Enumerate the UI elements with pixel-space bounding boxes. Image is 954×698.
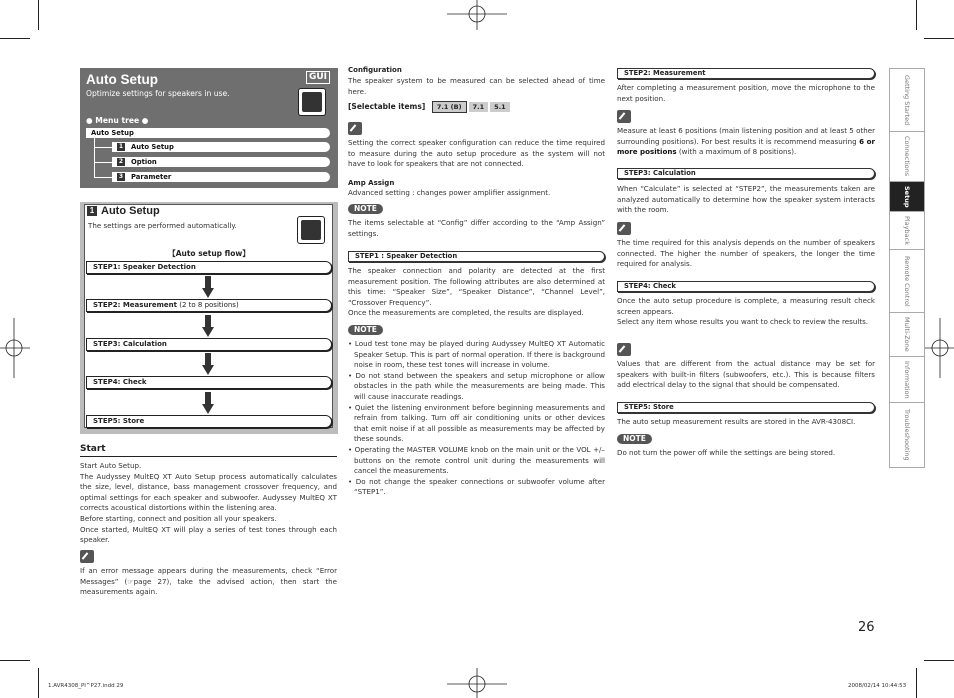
arrow-down-icon [202, 353, 214, 375]
flow-step-2: STEP2: Measurement (2 to 8 positions) [86, 299, 332, 312]
footer-left: 1.AVR4308_PI^P27.indd 29 [48, 683, 124, 689]
arrow-down-icon [202, 392, 214, 414]
tab-information[interactable]: Information [890, 357, 924, 403]
registration-mark-right [924, 318, 954, 378]
tip-pencil-icon [617, 222, 631, 235]
step5-text: The auto setup measurement results are stored in the AVR-4308CI. [617, 417, 856, 426]
list-item: • Loud test tone may be played during Audyssey MultEQ XT Automatic Speaker Setup. This is part of normal operation. If there is background noise in room, these test tones will increase in volume. [348, 339, 605, 370]
crop-mark [0, 38, 30, 39]
tab-connections[interactable]: Connections [890, 132, 924, 182]
tab-remote-control[interactable]: Remote Control [890, 250, 924, 313]
registration-mark-bottom [447, 668, 507, 698]
config-heading: Configuration [348, 66, 402, 74]
step2-text: After completing a measurement position, move the microphone to the next position. [617, 83, 875, 103]
crop-mark [924, 660, 954, 661]
page-number: 26 [858, 620, 875, 635]
tab-setup[interactable]: Setup [890, 182, 924, 212]
amp-assign-text: Advanced setting : changes power amplifier assignment. [348, 188, 551, 197]
flow-title: 【Auto setup flow】 [168, 249, 250, 258]
amp-assign-heading: Amp Assign [348, 179, 395, 187]
step2-tip: Measure at least 6 positions (main listening position and at least 5 other surrounding positions). For best results it is recommend measuring 6 or more positions (with a maximum of 8 positions). [617, 126, 876, 157]
step3-text: When “Calculate” is selected at “STEP2”, the measurements taken are analyzed automatically to determine how the speaker system interacts with the room. [617, 184, 875, 215]
arrow-down-icon [202, 276, 214, 298]
start-body: Start Auto Setup. The Audyssey MultEQ XT Auto Setup process automatically calculates the size, level, distance, bass management crossover frequency, and optimal settings for each speaker and subwoofer. Audyssey MultEQ XT corrects acoustical distortions within the listening area. Before starting, connect and position all your speakers. Once started, MultEQ XT will play a series of test tones through each speaker. [80, 461, 337, 545]
tip-pencil-icon [617, 110, 631, 123]
tab-multi-zone[interactable]: Multi-Zone [890, 313, 924, 357]
step4-tip: Values that are different from the actual distance may be set for speakers with built-in filters (subwoofers, etc.). This is because filters add electrical delay to the signal that should be compensated. [617, 359, 875, 390]
selectable-item: 7.1 (B) [432, 101, 467, 113]
step5-note: Do not turn the power off while the settings are being stored. [617, 448, 836, 457]
step1-bar: STEP1 : Speaker Detection [348, 251, 605, 262]
start-heading: Start [80, 444, 106, 454]
crop-mark [38, 0, 39, 30]
step3-bar: STEP3: Calculation [617, 168, 875, 179]
tip-pencil-icon [348, 122, 362, 135]
flow-step-4: STEP4: Check [86, 376, 332, 389]
tip-pencil-icon [617, 343, 631, 356]
registration-mark-left [0, 318, 32, 378]
menu-tree-label: ● Menu tree ● [86, 116, 149, 125]
selectable-items: [Selectable items] 7.1 (B) 7.1 5.1 [348, 101, 512, 113]
note-badge: NOTE [348, 325, 383, 335]
section-tabs [889, 68, 925, 468]
menu-item-parameter: 3 Parameter [112, 172, 330, 182]
selectable-item: 7.1 [469, 102, 489, 112]
registration-mark-top [447, 0, 507, 32]
tab-getting-started[interactable]: Getting Started [890, 69, 924, 132]
step4-text: Once the auto setup procedure is complete, a measuring result check screen appears. Select any item whose results you want to check to review the results. [617, 296, 875, 327]
note-badge: NOTE [348, 204, 383, 214]
selectable-item: 5.1 [490, 102, 510, 112]
page-title: Auto Setup [86, 72, 158, 87]
crop-mark [916, 0, 917, 30]
step1-text: The speaker connection and polarity are detected at the first measurement position. The following attributes are also determined at this time: “Speaker Size”, “Speaker Distance”, “Channel Level”, “Crossover Frequency”. Once the measurements are completed, the results are displayed. [348, 266, 605, 318]
auto-setup-icon [297, 216, 325, 244]
tab-playback[interactable]: Playback [890, 212, 924, 250]
config-tip: Setting the correct speaker configuration can reduce the time required to measure during the auto setup procedure as the system will not have to look for speakers that are not connected. [348, 138, 605, 169]
arrow-down-icon [202, 315, 214, 337]
gui-badge: GUI [306, 71, 330, 84]
list-item: • Do not change the speaker connections or subwoofer volume after “STEP1”. [348, 476, 605, 497]
step5-bar: STEP5: Store [617, 402, 875, 413]
crop-mark [924, 38, 954, 39]
note-badge: NOTE [617, 434, 652, 444]
flow-step-1: STEP1: Speaker Detection [86, 261, 332, 274]
start-tip: If an error message appears during the measurements, check “Error Messages” (☞page 27), take the advised action, then start the measurements again. [80, 566, 337, 597]
step3-tip: The time required for this analysis depends on the number of speakers connected. The higher the number of speakers, the longer the time required for analysis. [617, 238, 875, 269]
tip-pencil-icon [80, 550, 94, 563]
step2-bar: STEP2: Measurement [617, 68, 875, 79]
step1-notes [348, 339, 605, 498]
flow-step-3: STEP3: Calculation [86, 338, 332, 351]
list-item: • Operating the MASTER VOLUME knob on the main unit or the VOL +/– buttons on the remote control unit during the measurements will cancel the measurements. [348, 444, 605, 476]
step4-bar: STEP4: Check [617, 281, 875, 292]
section-desc: The settings are performed automatically. [88, 221, 237, 230]
list-item: • Do not stand between the speakers and setup microphone or allow obstacles in the path while the measurements are being made. This will cause inaccurate readings. [348, 370, 605, 401]
tab-troubleshooting[interactable]: Troubleshooting [903, 409, 911, 461]
menu-root: Auto Setup [86, 128, 330, 138]
footer-right: 2008/02/14 10:44:53 [848, 683, 907, 689]
speaker-setup-icon [298, 88, 326, 116]
crop-mark [0, 660, 30, 661]
auto-setup-header [80, 68, 338, 188]
crop-mark [38, 668, 39, 698]
page-subtitle: Optimize settings for speakers in use. [86, 89, 230, 98]
crop-mark [916, 668, 917, 698]
menu-item-option: 2 Option [112, 157, 330, 167]
menu-item-auto-setup: 1 Auto Setup [112, 142, 330, 152]
flow-step-5: STEP5: Store [86, 415, 332, 428]
section-title: 1 Auto Setup [87, 205, 160, 217]
amp-note: The items selectable at “Config” differ according to the “Amp Assign” settings. [348, 218, 605, 238]
config-text: The speaker system to be measured can be selected ahead of time here. [348, 76, 605, 96]
list-item: • Quiet the listening environment before beginning measurements and refrain from talking. Turn off air conditioning units or other devices that emit noise if at all possible as measurements may be affected by these sounds. [348, 402, 605, 444]
